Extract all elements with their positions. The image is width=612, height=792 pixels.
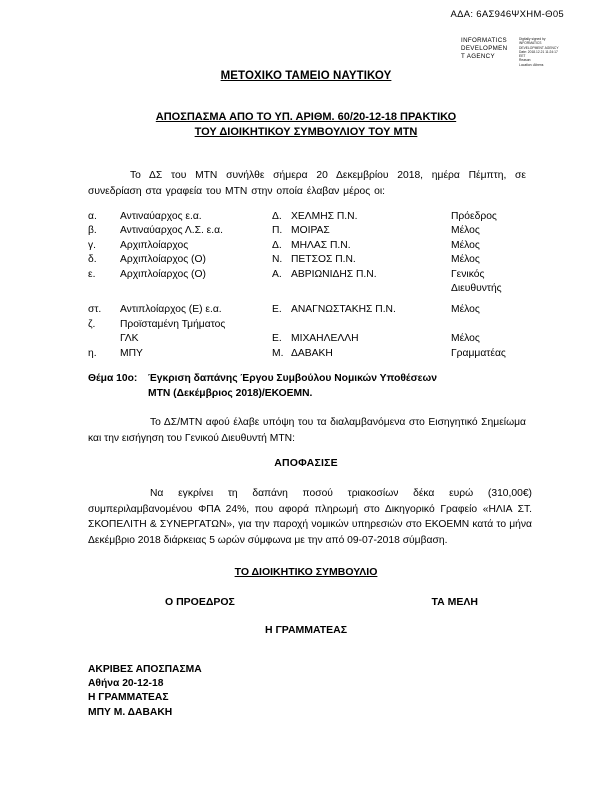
signature-detail-line-6: Reason: [519, 58, 532, 63]
certification-line-4: ΜΠΥ Μ. ΔΑΒΑΚΗ [88, 706, 173, 718]
attendee-rank: Αρχιπλοίαρχος (Ο) [120, 268, 206, 280]
attendee-initial: Ε. [272, 304, 282, 316]
attendee-role: Γενικός [451, 268, 485, 280]
attendee-initial: Δ. [272, 239, 282, 251]
signature-agency-line-3: T AGENCY [461, 53, 495, 61]
signature-agency-line-1: INFORMATICS [461, 37, 508, 44]
board-title: ΤΟ ΔΙΟΙΚΗΤΙΚΟ ΣΥΜΒΟΥΛΙΟ [234, 566, 378, 578]
attendee-rank: Αντιναύαρχος Λ.Σ. ε.α. [120, 225, 223, 237]
attendee-initial: Ν. [272, 254, 283, 266]
attendee-rank: Αντιπλοίαρχος (Ε) ε.α. [120, 304, 222, 316]
table-row-continuation [88, 332, 540, 346]
signature-detail-line-4: Date: 2018.12.21 11:24:17 [519, 49, 558, 54]
document-title-line-1: ΑΠΟΣΠΑΣΜΑ ΑΠΟ ΤΟ ΥΠ. ΑΡΙΘΜ. 60/20-12-18 ΠΡΑΚΤΙΚΟ [155, 111, 457, 123]
table-row-continuation [88, 282, 540, 296]
attendee-initial: Ε. [272, 333, 282, 345]
meeting-intro-paragraph: Το ΔΣ του ΜΤΝ συνήλθε σήμερα 20 Δεκεμβρίου 2018, ημέρα Πέμπτη, σε συνεδρίαση στα γραφεία του ΜΤΝ στην οποία έλαβαν μέρος οι: [88, 170, 526, 197]
signature-details [519, 37, 567, 67]
attendee-role: Γραμματέας [451, 347, 506, 359]
attendee-index: ε. [88, 268, 96, 280]
signature-detail-line-7: Location: Athens [519, 62, 544, 67]
attendee-index: στ. [88, 304, 102, 316]
considering-paragraph: Το ΔΣ/ΜΤΝ αφού έλαβε υπόψη του τα διαλαμβανόμενα στο Εισηγητικό Σημείωμα και την εισήγηση του Γενικού Διευθυντή ΜΤΝ: [88, 417, 526, 444]
attendee-role: Μέλος [451, 225, 480, 237]
signature-detail-line-3: DEVELOPMENT AGENCY [519, 45, 559, 50]
attendee-role: Μέλος [451, 333, 480, 345]
agenda-subject [88, 372, 540, 401]
attendees-table [88, 210, 540, 361]
attendee-index: ζ. [88, 318, 96, 330]
attendee-rank: ΓΛΚ [120, 333, 139, 345]
attendee-index: α. [88, 211, 97, 222]
organisation-title-text: ΜΕΤΟΧΙΚΟ ΤΑΜΕΙΟ ΝΑΥΤΙΚΟΥ [220, 70, 392, 82]
certification-block [88, 663, 202, 720]
attendee-index: β. [88, 225, 97, 237]
subject-label: Θέμα 10ο: [88, 373, 138, 384]
table-row [88, 318, 540, 332]
signature-members-label: ΤΑ ΜΕΛΗ [431, 596, 478, 608]
table-row [88, 303, 540, 317]
attendee-role: Μέλος [451, 239, 480, 251]
attendee-surname: ΔΑΒΑΚΗ [291, 347, 333, 359]
table-row [88, 210, 540, 224]
attendee-index: γ. [88, 239, 97, 251]
attendee-index: η. [88, 347, 97, 359]
table-row [88, 253, 540, 267]
attendee-role: Μέλος [451, 304, 480, 316]
signature-president-label: Ο ΠΡΟΕΔΡΟΣ [165, 596, 235, 608]
digital-signature-stamp [461, 37, 569, 71]
document-title-line-2: ΤΟΥ ΔΙΟΙΚΗΤΙΚΟΥ ΣΥΜΒΟΥΛΙΟΥ ΤΟΥ ΜΤΝ [194, 126, 418, 138]
attendee-initial: Δ. [272, 211, 282, 222]
attendee-role: Μέλος [451, 254, 480, 266]
organisation-title [0, 70, 612, 82]
decision-body: Να εγκρίνει τη δαπάνη ποσού τριακοσίων δέκα ευρώ (310,00€) συμπεριλαμβανομένου ΦΠΑ 24%, που αφορά πληρωμή στο Δικηγορικό Γραφείο «ΗΛΙΑ ΣΤ. ΣΚΟΠΕΛΙΤΗ & ΣΥΝΕΡΓΑΤΩΝ», για την παροχή νομικών υπηρεσιών στο ΕΚΟΕΜΝ κατά το μήνα Δεκέμβριο 2018 διάρκειας 5 ωρών σύμφωνα με την από 09-07-2018 σύμβαση. [88, 488, 532, 546]
certification-line-2: Αθήνα 20-12-18 [88, 678, 164, 690]
attendee-initial: Π. [272, 225, 283, 237]
signature-secretary-label: Η ΓΡΑΜΜΑΤΕΑΣ [264, 624, 348, 636]
table-row [88, 239, 540, 253]
attendee-role: Πρόεδρος [451, 211, 497, 222]
table-row [88, 224, 540, 238]
attendee-rank: Αρχιπλοίαρχος (Ο) [120, 254, 206, 266]
table-row [88, 268, 540, 282]
table-row-spacer [88, 296, 540, 303]
certification-line-1: ΑΚΡΙΒΕΣ ΑΠΟΣΠΑΣΜΑ [88, 664, 202, 675]
attendee-rank: Προϊσταμένη Τμήματος [120, 318, 226, 330]
signature-agency-name [461, 37, 517, 62]
attendee-initial: Μ. [272, 347, 284, 359]
attendee-surname: ΠΕΤΣΟΣ Π.Ν. [291, 254, 356, 266]
subject-text-line-2: ΜΤΝ (Δεκέμβριος 2018)/ΕΚΟΕΜΝ. [148, 387, 313, 399]
attendee-initial: Α. [272, 268, 282, 280]
attendee-rank: Αρχιπλοίαρχος [120, 239, 189, 251]
attendee-surname: ΜΗΛΑΣ Π.Ν. [291, 239, 351, 251]
table-row [88, 347, 540, 361]
decision-heading: ΑΠΟΦΑΣΙΣΕ [274, 457, 338, 469]
signature-detail-line-5: EET [519, 54, 526, 59]
attendee-surname: ΜΟΙΡΑΣ [291, 225, 330, 237]
attendee-surname: ΑΝΑΓΝΩΣΤΑΚΗΣ Π.Ν. [291, 304, 396, 316]
certification-line-3: Η ΓΡΑΜΜΑΤΕΑΣ [88, 692, 169, 704]
signature-agency-line-2: DEVELOPMEN [461, 45, 508, 53]
signature-row [88, 596, 540, 608]
signature-detail-line-1: Digitally signed by [519, 37, 546, 41]
page-title [0, 110, 612, 140]
attendee-surname: ΜΙΧΑΗΛΕΛΛΗ [291, 333, 359, 345]
attendee-surname: ΑΒΡΙΩΝΙΔΗΣ Π.Ν. [291, 268, 377, 280]
signature-detail-line-2: INFORMATICS [519, 41, 542, 46]
attendee-surname: ΧΕΛΜΗΣ Π.Ν. [291, 211, 358, 222]
attendee-index: δ. [88, 254, 97, 266]
subject-text [148, 372, 540, 401]
attendee-rank: Αντιναύαρχος ε.α. [120, 211, 202, 222]
subject-text-line-1: Έγκριση δαπάνης Έργου Συμβούλου Νομικών Υποθέσεων [148, 373, 437, 384]
ada-reference-code: ΑΔΑ: 6ΑΣ946ΨΧΗΜ-Θ05 [450, 9, 564, 20]
attendee-rank: ΜΠΥ [120, 347, 143, 359]
attendee-role: Διευθυντής [451, 283, 502, 295]
